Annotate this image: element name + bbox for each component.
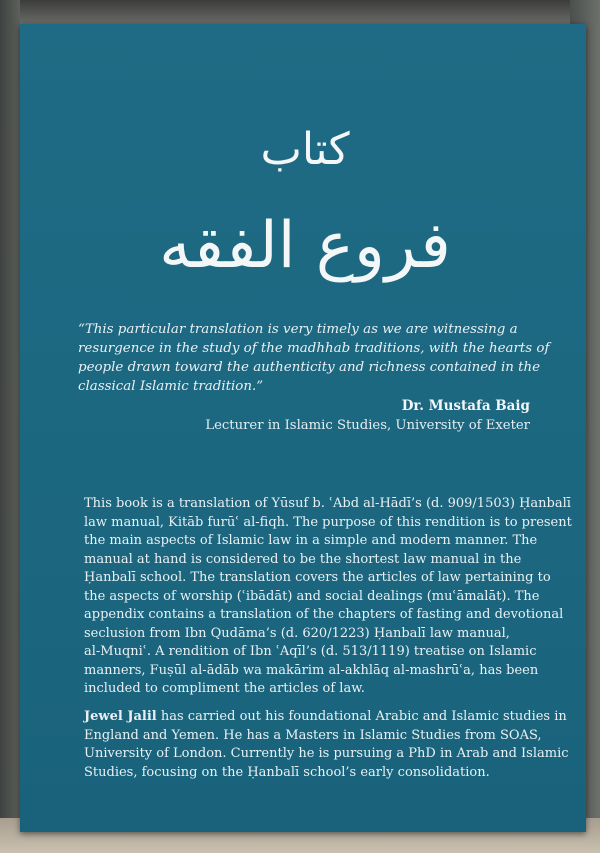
description-line: manners, Fuṣūl al-ādāb wa makārim al-akhlāq al-mashrūʿa, has been: [84, 662, 539, 678]
background-left: [0, 0, 20, 853]
endorsement-quote: “This particular translation is very timely as we are witnessing a resurgence in the study of the madhhab traditions, with the hearts of people drawn toward the authenticity and richness contained in the classical Islamic tradition.”: [78, 322, 550, 394]
book-description: [84, 495, 572, 699]
author-bio: [84, 708, 569, 782]
description-line: the main aspects of Islamic law in a simple and modern manner. The: [84, 533, 538, 548]
description-line: This book is a translation of Yūsuf b. ʿAbd al-Hādī’s (d. 909/1503) Ḥanbalī: [84, 496, 571, 511]
description-line: al-Muqniʿ. A rendition of Ibn ʿAqīl’s (d. 513/1119) treatise on Islamic: [84, 644, 537, 659]
endorser-name: Dr. Mustafa Baig: [401, 398, 530, 414]
description-line: appendix contains a translation of the chapters of fasting and devotional: [84, 607, 564, 622]
description-line: law manual, Kitāb furūʿ al-fiqh. The purpose of this rendition is to present: [84, 514, 572, 530]
bio-line: England and Yemen. He has a Masters in Islamic Studies from SOAS,: [84, 727, 542, 743]
bio-line: University of London. Currently he is pursuing a PhD in Arab and Islamic: [84, 746, 569, 761]
description-line: seclusion from Ibn Qudāma’s (d. 620/1223) Ḥanbalī law manual,: [84, 625, 510, 641]
endorsement-attribution: [205, 396, 530, 436]
bio-line: [84, 708, 567, 727]
endorser-role: Lecturer in Islamic Studies, University of Exeter: [205, 418, 530, 433]
description-line: the aspects of worship (ʿibādāt) and social dealings (muʿāmalāt). The: [84, 588, 540, 604]
book-back-cover: [20, 24, 586, 832]
bio-line-text: has carried out his foundational Arabic and Islamic studies in: [156, 709, 567, 724]
description-line: Ḥanbalī school. The translation covers the articles of law pertaining to: [84, 570, 551, 585]
description-line: included to compliment the articles of law.: [84, 681, 365, 696]
author-name: Jewel Jalil: [84, 709, 157, 724]
arabic-title-calligraphy: [159, 102, 451, 297]
svg-text:كتاب: كتاب: [260, 124, 350, 175]
svg-text:فروع الفقه: فروع الفقه: [159, 209, 451, 283]
bio-line: Studies, focusing on the Ḥanbalī school’s early consolidation.: [84, 764, 490, 780]
description-line: manual at hand is considered to be the shortest law manual in the: [84, 551, 522, 567]
